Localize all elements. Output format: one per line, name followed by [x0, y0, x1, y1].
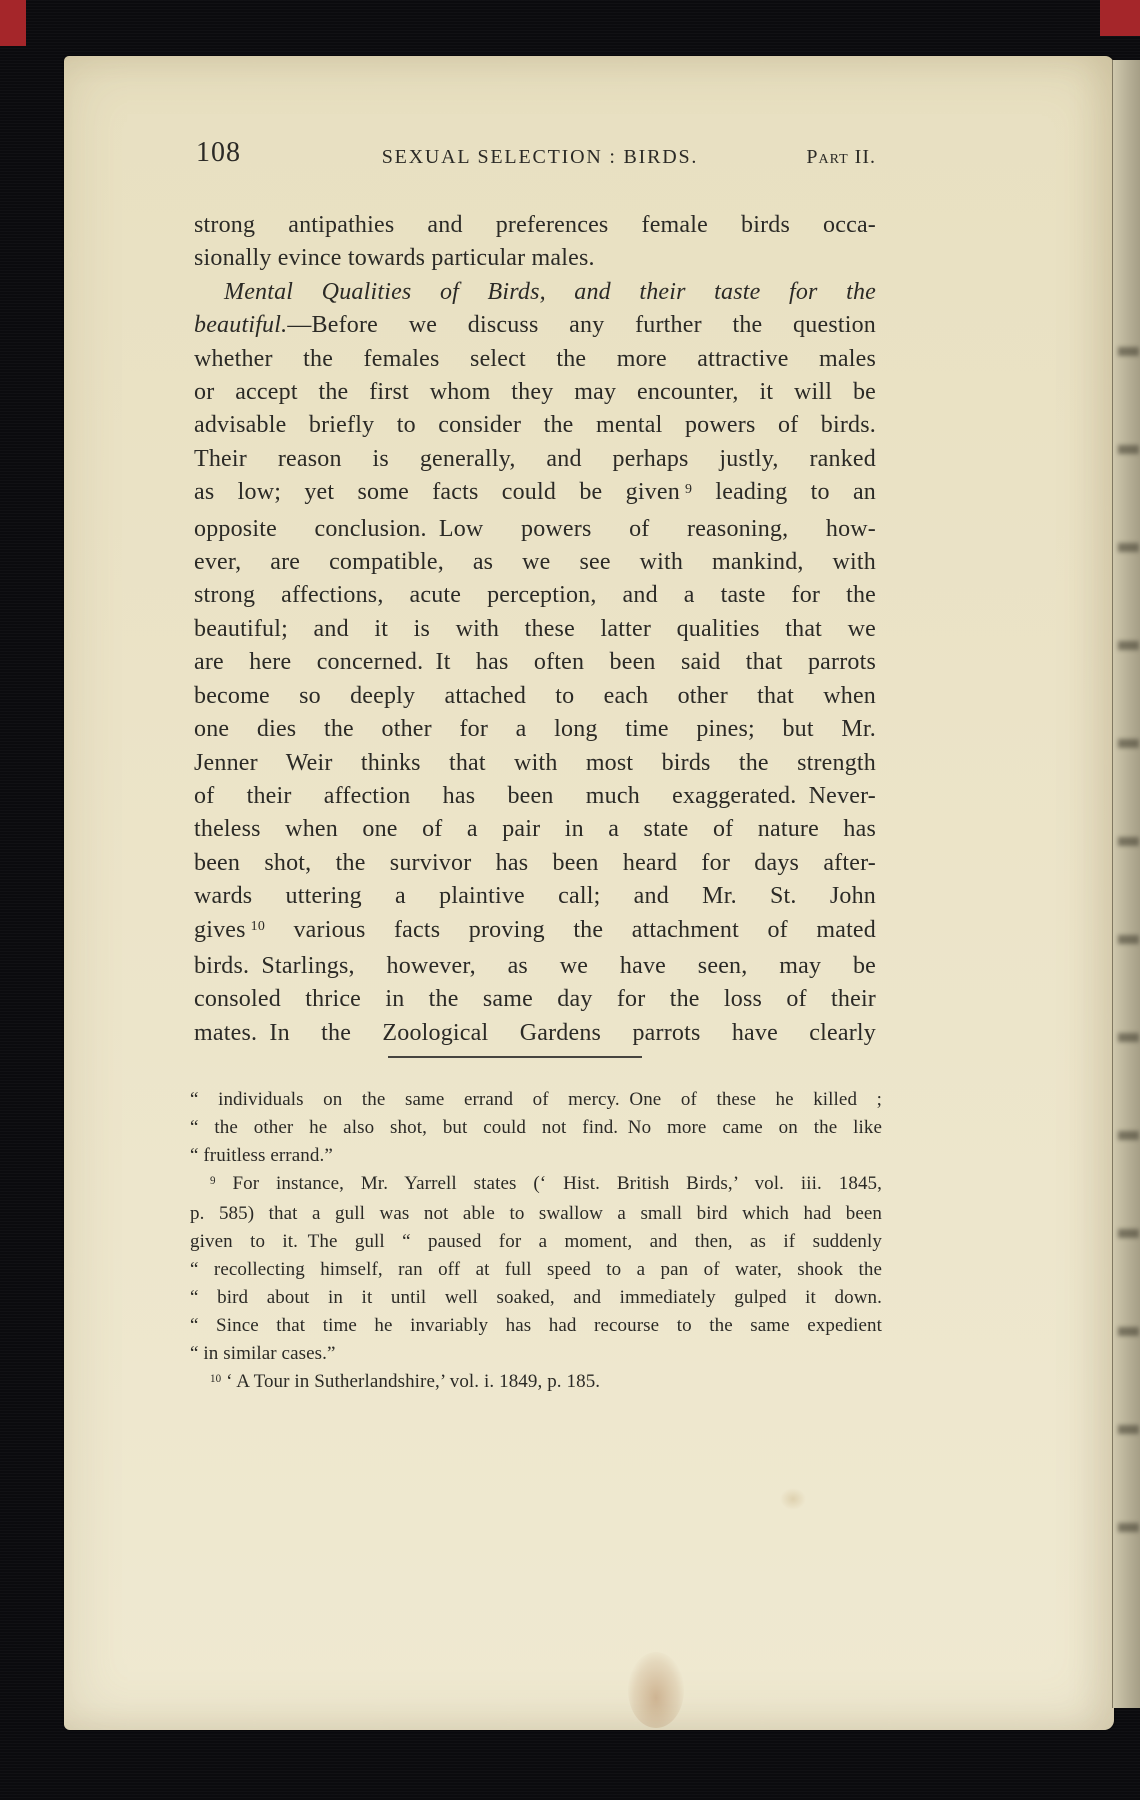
body-line [194, 780, 876, 813]
text-segment: Their reason is generally, and perhaps justly, ranked [194, 445, 876, 472]
text-segment: become so deeply attached to each other that when [194, 682, 876, 709]
text-segment: ‘ A Tour in Sutherlandshire,’ vol. i. 1849, p. 185. [221, 1371, 601, 1392]
text-segment: Mental Qualities of Birds, and their taste for the [224, 278, 876, 305]
body-line [194, 309, 876, 342]
footnote-line [190, 1312, 882, 1340]
part-label: Part II. [806, 146, 876, 168]
text-segment: birds. Starlings, however, as we have seen, may be [194, 952, 876, 979]
body-line [194, 376, 876, 409]
text-segment: been shot, the survivor has been heard for days after- [194, 849, 876, 876]
body-line [194, 950, 876, 983]
text-segment: wards uttering a plaintive call; and Mr. St. John [194, 883, 876, 910]
text-segment: “ fruitless errand.” [190, 1145, 333, 1166]
body-line [194, 476, 876, 512]
body-line [194, 546, 876, 579]
footnote-line [190, 1228, 882, 1256]
footnote-line [190, 1114, 882, 1142]
footnote-line [190, 1086, 882, 1114]
body-line [194, 646, 876, 679]
running-title: SEXUAL SELECTION : BIRDS. [381, 146, 699, 168]
text-segment: “ in similar cases.” [190, 1343, 336, 1364]
body-line [194, 613, 876, 646]
text-segment: beautiful. [194, 312, 288, 339]
body-line [194, 443, 876, 476]
body-line [194, 983, 876, 1016]
body-line [194, 579, 876, 612]
body-line [194, 276, 876, 309]
footnote-marker: 9 [210, 1174, 216, 1187]
text-segment: leading to an [692, 479, 876, 506]
text-segment: of their affection has been much exaggerated. Never- [194, 782, 876, 809]
page-fore-edge [1112, 60, 1140, 1708]
page-number: 108 [196, 137, 241, 168]
text-segment: given to it. The gull “ paused for a moment, and then, as if suddenly [190, 1231, 882, 1252]
text-segment: whether the females select the more attractive males [194, 345, 876, 372]
text-segment: “ individuals on the same errand of mercy. One of these he killed ; [190, 1089, 882, 1110]
footnote-line [190, 1142, 882, 1170]
footnote-line [190, 1368, 882, 1398]
text-segment: beautiful; and it is with these latter qualities that we [194, 615, 876, 642]
body-line [194, 880, 876, 913]
body-line [194, 713, 876, 746]
text-segment: are here concerned. It has often been said that parrots [194, 649, 876, 676]
body-line [194, 914, 876, 950]
text-segment: as low; yet some facts could be given [194, 479, 685, 506]
footnote-line [190, 1284, 882, 1312]
body-line [194, 209, 876, 242]
footnotes [190, 1086, 882, 1398]
text-segment: strong affections, acute perception, and a taste for the [194, 582, 876, 609]
footnote-line [190, 1200, 882, 1228]
text-segment: opposite conclusion. Low powers of reasoning, how- [194, 515, 876, 542]
footnote-line [190, 1256, 882, 1284]
footnote-divider [388, 1056, 642, 1058]
text-segment: advisable briefly to consider the mental powers of birds. [194, 412, 876, 439]
text-segment: consoled thrice in the same day for the loss of their [194, 986, 876, 1013]
body-line [194, 747, 876, 780]
paper-stain [780, 1488, 806, 1510]
body-text [194, 209, 876, 1050]
body-line [194, 847, 876, 880]
text-segment: one dies the other for a long time pines; but Mr. [194, 716, 876, 743]
text-segment: ever, are compatible, as we see with mankind, with [194, 549, 876, 576]
body-line [194, 409, 876, 442]
text-segment: theless when one of a pair in a state of nature has [194, 816, 876, 843]
text-segment: various facts proving the attachment of mated [264, 916, 876, 943]
body-line [194, 343, 876, 376]
text-segment: “ the other he also shot, but could not find. No more came on the like [190, 1117, 882, 1138]
paper-stain [628, 1652, 684, 1728]
footnote-marker: 10 [210, 1372, 222, 1385]
text-segment: or accept the first whom they may encounter, it will be [194, 379, 876, 406]
text-segment: “ Since that time he invariably has had recourse to the same expedient [190, 1315, 882, 1336]
footnote-marker: 9 [684, 481, 693, 497]
red-corner-mark-left [0, 0, 26, 46]
text-segment: For instance, Mr. Yarrell states (‘ Hist. British Birds,’ vol. iii. 1845, [215, 1173, 882, 1194]
footnote-marker: 10 [250, 918, 265, 934]
text-segment: sionally evince towards particular males. [194, 245, 595, 272]
text-segment: strong antipathies and preferences female birds occa- [194, 212, 876, 238]
body-line [194, 242, 876, 275]
text-segment: “ bird about in it until well soaked, and immediately gulped it down. [190, 1287, 882, 1308]
body-line [194, 1017, 876, 1050]
body-line [194, 813, 876, 846]
text-segment: mates. In the Zoological Gardens parrots have clearly [194, 1019, 876, 1046]
text-segment: —Before we discuss any further the question [287, 312, 876, 339]
red-corner-mark-right [1100, 0, 1140, 36]
body-line [194, 513, 876, 546]
footnote-line [190, 1170, 882, 1200]
text-segment: “ recollecting himself, ran off at full speed to a pan of water, shook the [190, 1259, 882, 1280]
text-segment: Jenner Weir thinks that with most birds the strength [194, 749, 876, 776]
fore-edge-text-smudges [1118, 300, 1139, 1618]
footnote-line [190, 1340, 882, 1368]
body-line [194, 680, 876, 713]
text-segment: gives [194, 916, 251, 943]
text-segment: p. 585) that a gull was not able to swallow a small bird which had been [190, 1203, 882, 1224]
